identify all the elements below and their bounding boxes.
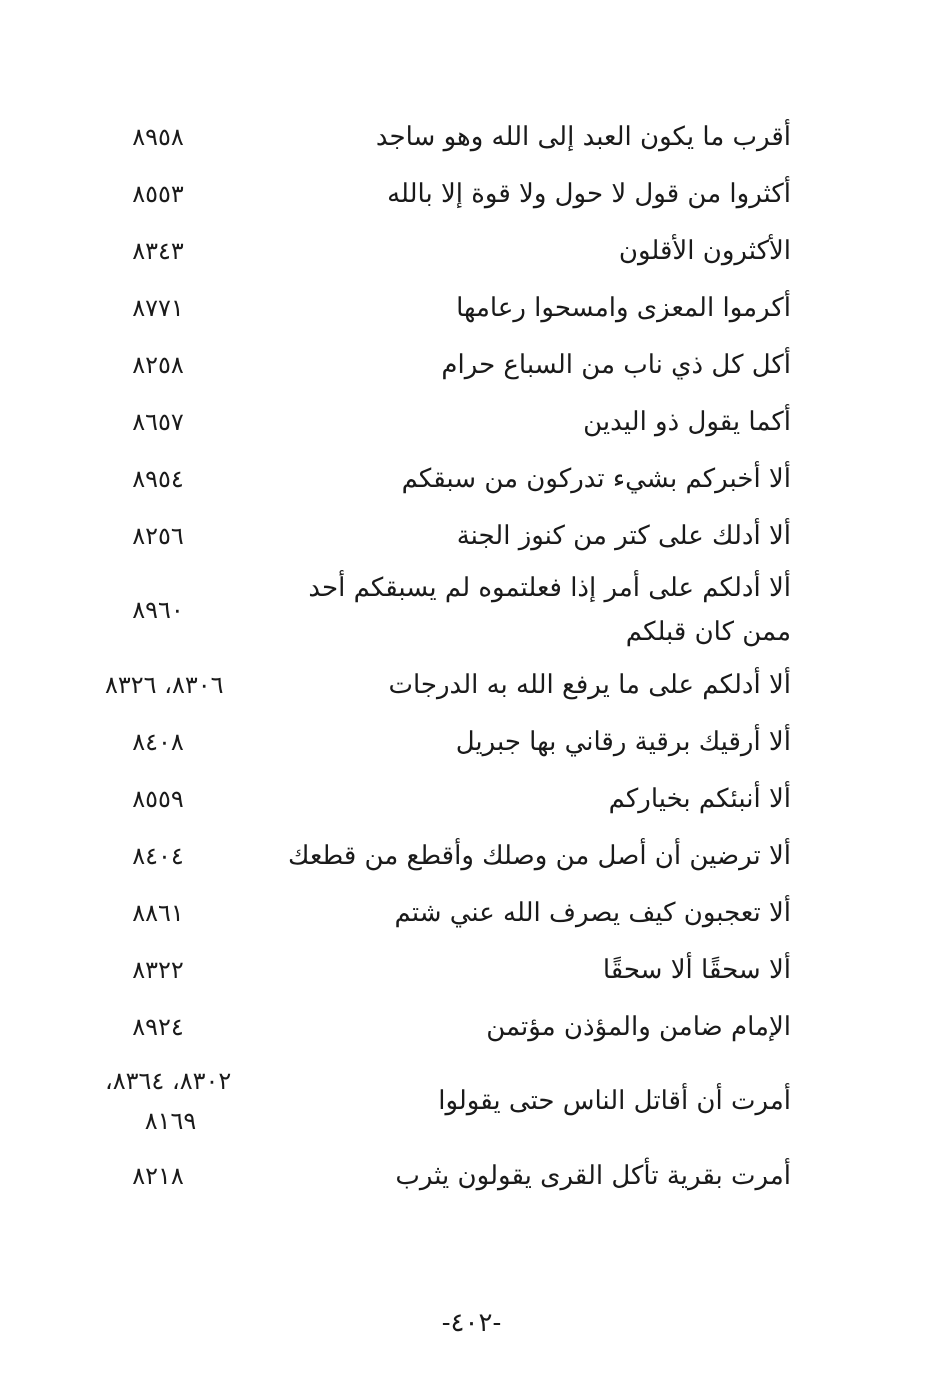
hadith-text: ألا سحقًا ألا سحقًا: [602, 954, 791, 985]
reference-number: ٨٢١٨: [132, 1161, 184, 1190]
reference-number: ٨٥٥٣: [132, 179, 184, 208]
reference-number: ٨٧٧١: [132, 293, 184, 322]
index-entry: [0, 222, 943, 279]
hadith-text: أمرت بقرية تأكل القرى يقولون يثرب: [395, 1160, 791, 1191]
page-number: -٤٠٢-: [441, 1308, 502, 1338]
hadith-index-list: [0, 108, 943, 1204]
hadith-text: ألا أنبئكم بخياركم: [608, 783, 791, 814]
index-entry: [0, 507, 943, 564]
index-entry: [0, 336, 943, 393]
reference-number: ٨٥٥٩: [132, 784, 184, 813]
hadith-text: أكثروا من قول لا حول ولا قوة إلا بالله: [387, 178, 791, 209]
hadith-text: أكل كل ذي ناب من السباع حرام: [441, 349, 791, 380]
reference-number: ٨٨٦١: [132, 898, 184, 927]
hadith-text: أمرت أن أقاتل الناس حتى يقولوا: [438, 1086, 791, 1116]
index-entry: [0, 998, 943, 1055]
reference-number: ٨٩٢٤: [132, 1012, 184, 1041]
hadith-text: ألا أخبركم بشيء تدركون من سبقكم: [401, 463, 791, 494]
index-entry: [0, 656, 943, 713]
index-entry: [0, 165, 943, 222]
index-entry: [0, 564, 943, 656]
index-entry: [0, 713, 943, 770]
hadith-text: أكرموا المعزى وامسحوا رعامها: [456, 292, 791, 323]
hadith-text: الأكثرون الأقلون: [618, 235, 791, 266]
reference-number: ٨٢٥٨: [132, 350, 184, 379]
reference-number: ٨٣٢٢: [132, 955, 184, 984]
reference-number: ٨٤٠٤: [132, 841, 184, 870]
reference-number: ٨٣٠٦، ٨٣٢٦: [105, 670, 224, 699]
hadith-text: ألا أدلكم على أمر إذا فعلتموه لم يسبقكم أحد ممن كان قبلكم: [308, 573, 791, 647]
index-entry: [0, 279, 943, 336]
reference-number: ٨٩٥٤: [132, 464, 184, 493]
hadith-text: ألا أرقيك برقية رقاني بها جبريل: [455, 726, 791, 757]
hadith-text: ألا أدلك على كتر من كنوز الجنة: [456, 520, 791, 551]
hadith-text: ألا أدلكم على ما يرفع الله به الدرجات: [388, 669, 791, 700]
hadith-text: أكما يقول ذو اليدين: [583, 406, 791, 437]
index-entry: [0, 770, 943, 827]
hadith-text: ألا تعجبون كيف يصرف الله عني شتم: [394, 897, 791, 928]
reference-number: ٨٦٥٧: [132, 407, 184, 436]
hadith-text: الإمام ضامن والمؤذن مؤتمن: [486, 1011, 791, 1042]
reference-number: ٨٣٤٣: [132, 236, 184, 265]
index-entry: [0, 827, 943, 884]
index-entry: [0, 941, 943, 998]
reference-number: ٨٩٦٠: [132, 596, 184, 624]
reference-number: ٨٢٥٦: [132, 521, 184, 550]
reference-number: ٨٩٥٨: [132, 122, 184, 151]
reference-number: ٨٤٠٨: [132, 727, 184, 756]
hadith-text: ألا ترضين أن أصل من وصلك وأقطع من قطعك: [288, 840, 791, 871]
index-entry: [0, 393, 943, 450]
hadith-text: أقرب ما يكون العبد إلى الله وهو ساجد: [375, 121, 791, 152]
index-entry: [0, 884, 943, 941]
index-entry: [0, 1055, 943, 1147]
index-entry: [0, 1147, 943, 1204]
index-entry: [0, 108, 943, 165]
reference-number: ٨٣٠٢، ٨٣٦٤، ٨١٦٩: [105, 1067, 232, 1135]
index-entry: [0, 450, 943, 507]
